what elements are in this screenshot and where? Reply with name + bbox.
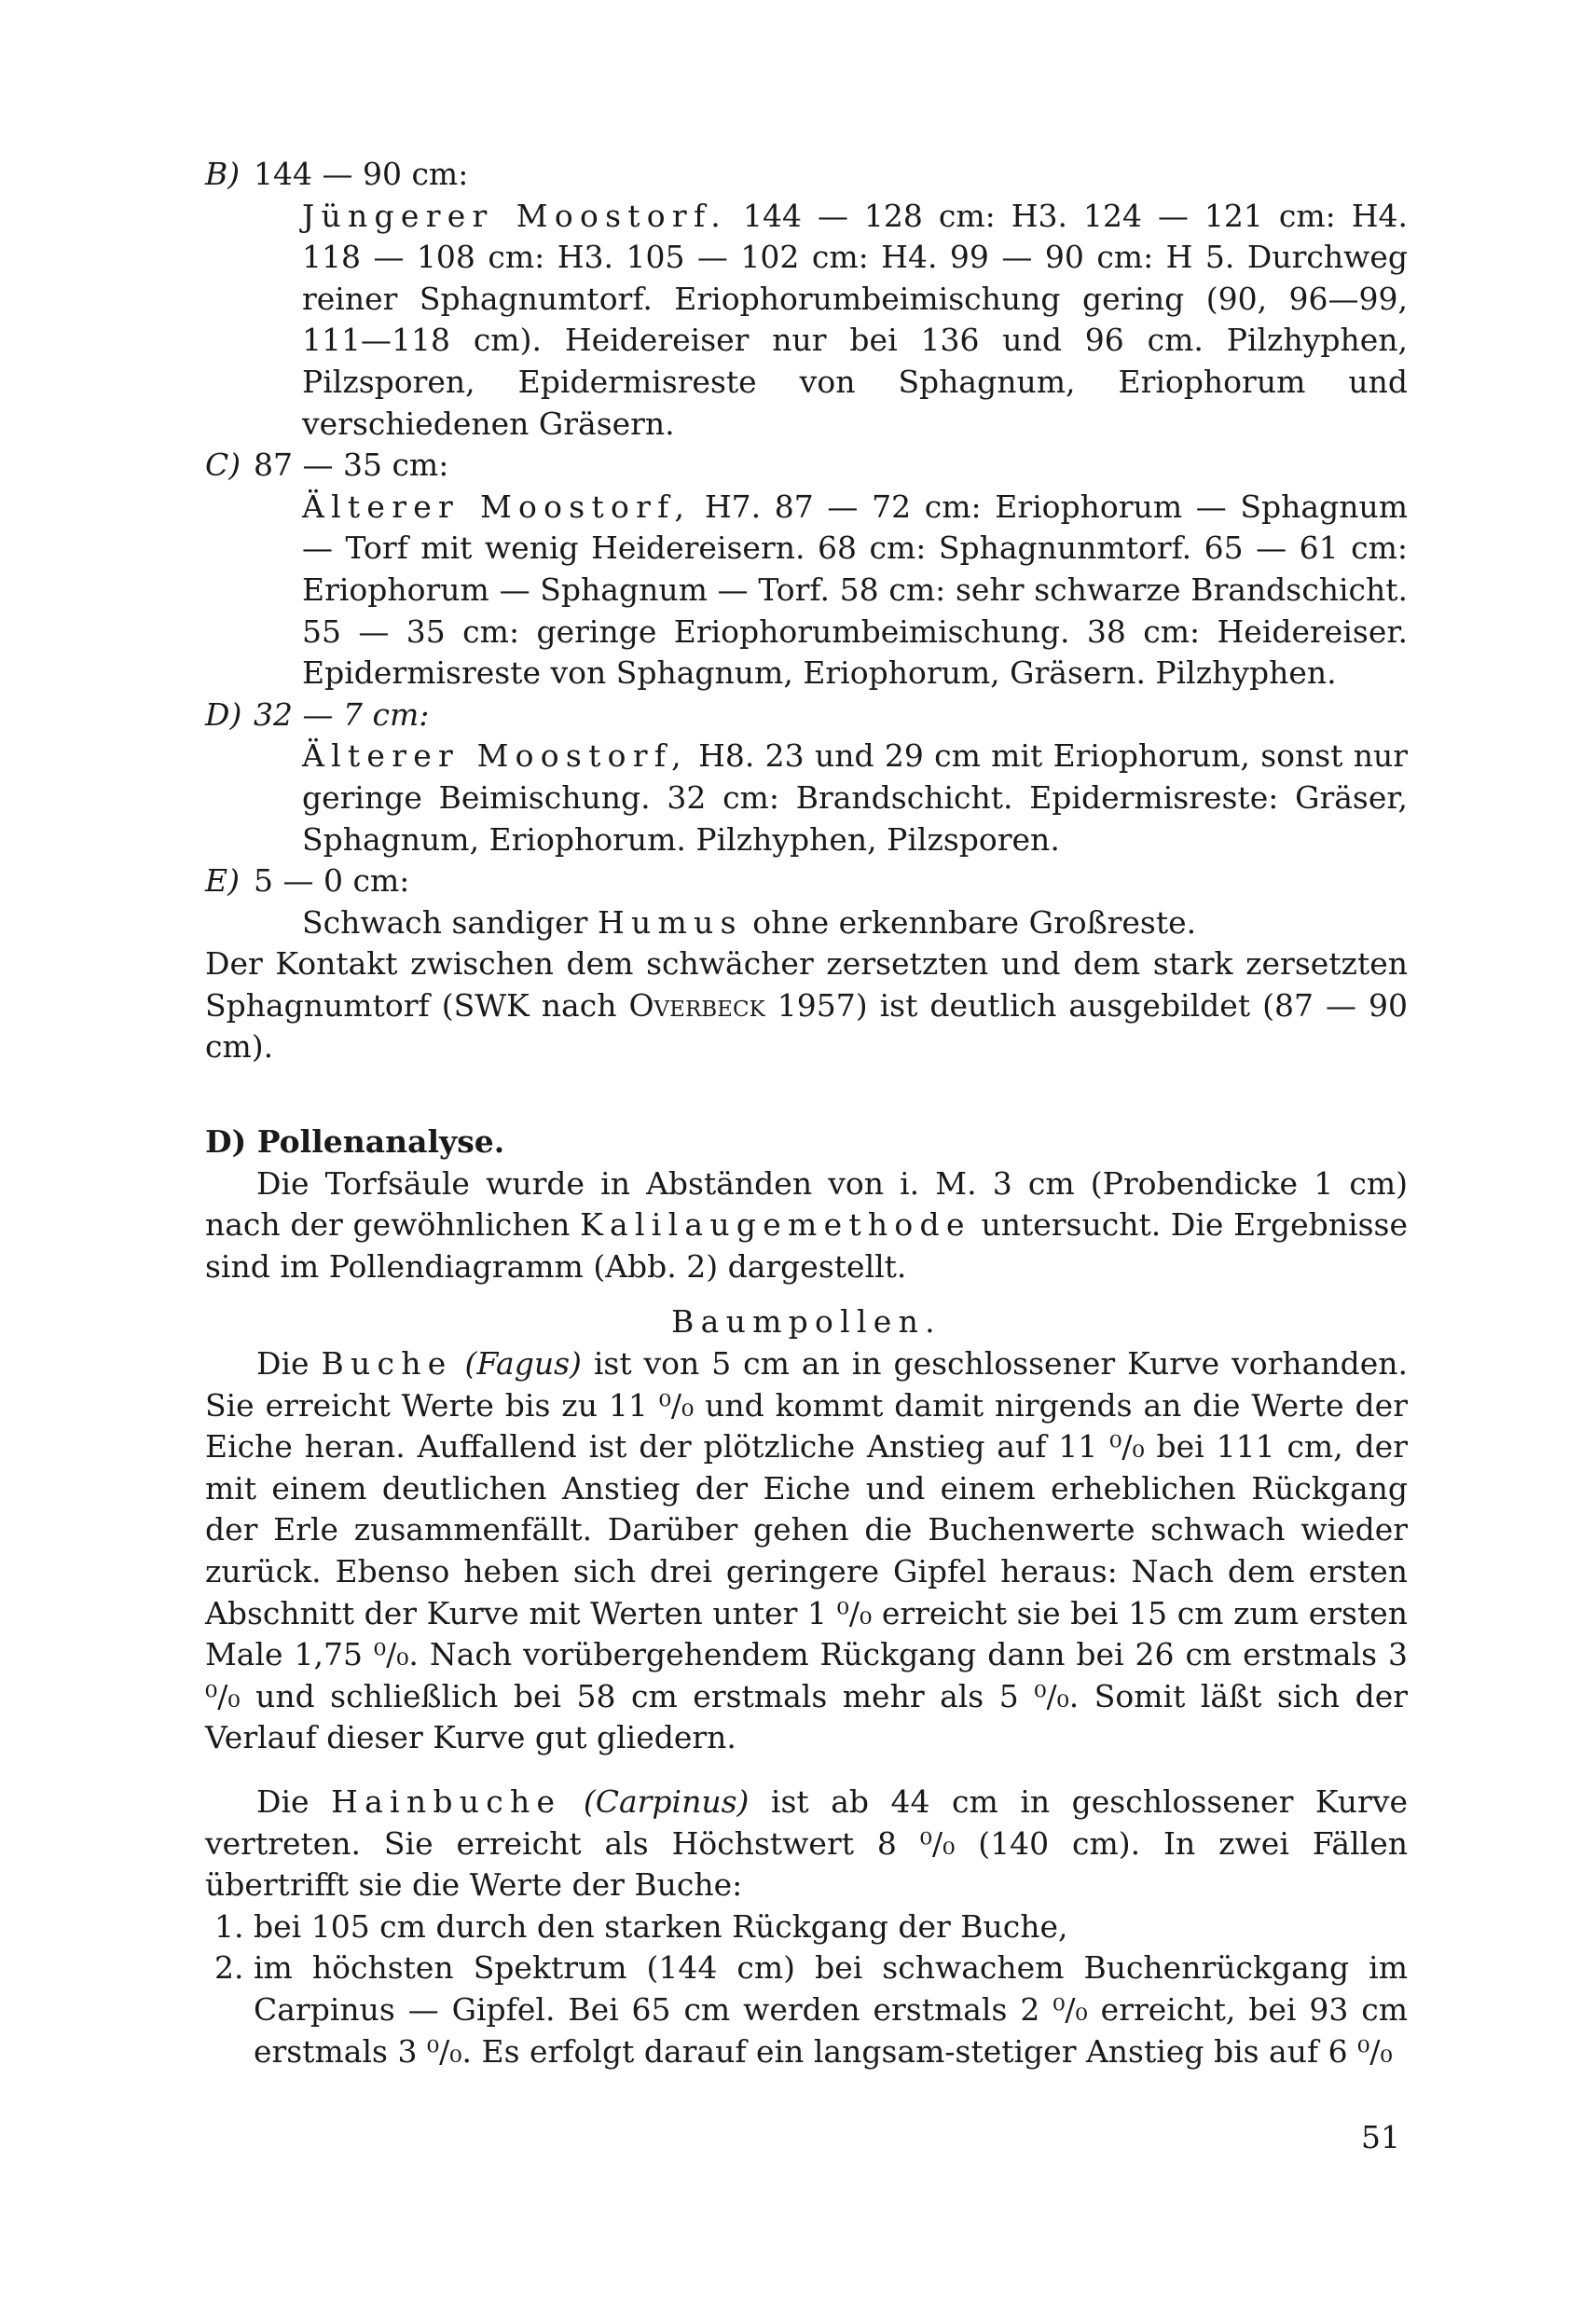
list-item: [205, 1947, 1408, 2072]
entry-range: 144 — 90 cm:: [254, 156, 469, 192]
entry-term: Älterer Moostorf,: [302, 737, 688, 775]
entry-description: [254, 487, 1408, 695]
entry-text: ohne erkennbare Großreste.: [742, 903, 1197, 941]
list-number: 2.: [214, 1949, 244, 1987]
entry-range: 87 — 35 cm:: [254, 447, 449, 484]
p1-latin: (Fagus): [452, 1345, 582, 1383]
entry-description: [254, 736, 1408, 860]
profile-entry-b: [205, 154, 1408, 445]
entry-text: 144 — 128 cm: H3. 124 — 121 cm: H4. 118 — 108 cm: H3. 105 — 102 cm: H4. 99 — 90 cm: H 5. Durchweg reiner Sphagnumtorf. Eriophorumbeimischung gering (90, 96—99, 111—118 cm). Heidereiser nur bei 136 und 96 cm. Pilzhyphen, Pilzsporen, Epidermisreste von Sphagnum, Eriophorum und verschiedenen Gräsern.: [302, 197, 1409, 442]
p2-latin: (Carpinus): [561, 1782, 750, 1820]
entry-label: C): [205, 447, 241, 484]
contact-pre: Der Kontakt zwischen dem schwächer zersetzten und dem stark zersetzten Sphagnumtorf (SWK nach: [205, 945, 1408, 1024]
contact-post: 1957) ist deutlich ausgebildet (87 — 90 cm).: [205, 986, 1409, 1066]
p1-pre: Die: [256, 1345, 322, 1383]
list-number: 1.: [214, 1907, 244, 1945]
entry-term: Jüngerer Moostorf.: [302, 197, 728, 234]
entry-label: B): [205, 156, 241, 192]
entry-range: 5 — 0 cm:: [254, 862, 410, 900]
contact-paragraph: [205, 943, 1408, 1068]
profile-entry-d: [205, 695, 1408, 860]
intro-post: untersucht. Die Ergebnisse sind im Pollendiagramm (Abb. 2) dargestellt.: [205, 1206, 1409, 1285]
entry-description: [254, 902, 1408, 944]
entry-term: Älterer Moostorf,: [302, 488, 692, 525]
entry-pre: Schwach sandiger: [302, 903, 598, 941]
beech-paragraph: [205, 1343, 1408, 1759]
list-text: bei 105 cm durch den starken Rückgang der Buche,: [254, 1907, 1068, 1945]
entry-label: D): [205, 695, 242, 733]
intro-pre: Die Torfsäule wurde in Abständen von i. M. 3 cm (Probendicke 1 cm) nach der gewöhnlichen: [205, 1164, 1408, 1244]
hornbeam-paragraph: [205, 1782, 1408, 1906]
entry-text: H7. 87 — 72 cm: Eriophorum — Sphagnum — Torf mit wenig Heidereisern. 68 cm: Sphagnunmtorf. 65 — 61 cm: Eriophorum — Sphagnum — Torf. 58 cm: sehr schwarze Brandschicht. 55 — 35 cm: geringe Eriophorumbeimischung. 38 cm: Heidereiser. Epidermisreste von Sphagnum, Eriophorum, Gräsern. Pilzhyphen.: [302, 488, 1408, 692]
page-number: 51: [1361, 2119, 1400, 2155]
p2-term: Hainbuche: [331, 1782, 562, 1820]
list-item: [205, 1906, 1408, 1948]
profile-entry-e: [205, 860, 1408, 943]
profile-entry-c: [205, 445, 1408, 695]
p1-term: Buche: [321, 1345, 453, 1383]
list-text: im höchsten Spektrum (144 cm) bei schwachem Buchenrückgang im Carpinus — Gipfel. Bei 65 cm werden erstmals 2 ⁰/₀ erreicht, bei 93 cm erstmals 3 ⁰/₀. Es erfolgt darauf ein langsam-stetiger Anstieg bis auf 6 ⁰/₀: [254, 1949, 1408, 2070]
entry-label: E): [205, 862, 240, 900]
p2-text: ist ab 44 cm in geschlossener Kurve vertreten. Sie erreicht als Höchstwert 8 ⁰/₀ (140 cm). In zwei Fällen übertrifft sie die Werte der Buche:: [205, 1782, 1408, 1904]
entry-range: 32 — 7 cm:: [254, 695, 430, 733]
intro-paragraph: [205, 1163, 1408, 1288]
p1-text: ist von 5 cm an in geschlossener Kurve vorhanden. Sie erreicht Werte bis zu 11 ⁰/₀ und kommt damit nirgends an die Werte der Eiche heran. Auffallend ist der plötzliche Anstieg auf 11 ⁰/₀ bei 111 cm, der mit einem deutlichen Anstieg der Eiche und einem erheblichen Rückgang der Erle zusammenfällt. Darüber gehen die Buchenwerte schwach wieder zurück. Ebenso heben sich drei geringere Gipfel heraus: Nach dem ersten Abschnitt der Kurve mit Werten unter 1 ⁰/₀ erreicht sie bei 15 cm zum ersten Male 1,75 ⁰/₀. Nach vorübergehendem Rückgang dann bei 26 cm erstmals 3 ⁰/₀ und schließlich bei 58 cm erstmals mehr als 5 ⁰/₀. Somit läßt sich der Verlauf dieser Kurve gut gliedern.: [205, 1345, 1409, 1756]
page-body: [205, 154, 1408, 2072]
intro-method: Kalilaugemethode: [580, 1206, 971, 1244]
section-heading: D) Pollenanalyse.: [205, 1123, 505, 1161]
contact-author: Overbeck: [628, 986, 765, 1024]
subheading: Baumpollen.: [671, 1303, 942, 1341]
p2-pre: Die: [256, 1782, 332, 1820]
entry-text: H8. 23 und 29 cm mit Eriophorum, sonst nur geringe Beimischung. 32 cm: Brandschicht. Epidermisreste: Gräser, Sphagnum, Eriophorum. Pilzhyphen, Pilzsporen.: [302, 737, 1409, 858]
entry-description: [254, 196, 1408, 446]
entry-term: Humus: [597, 903, 743, 941]
